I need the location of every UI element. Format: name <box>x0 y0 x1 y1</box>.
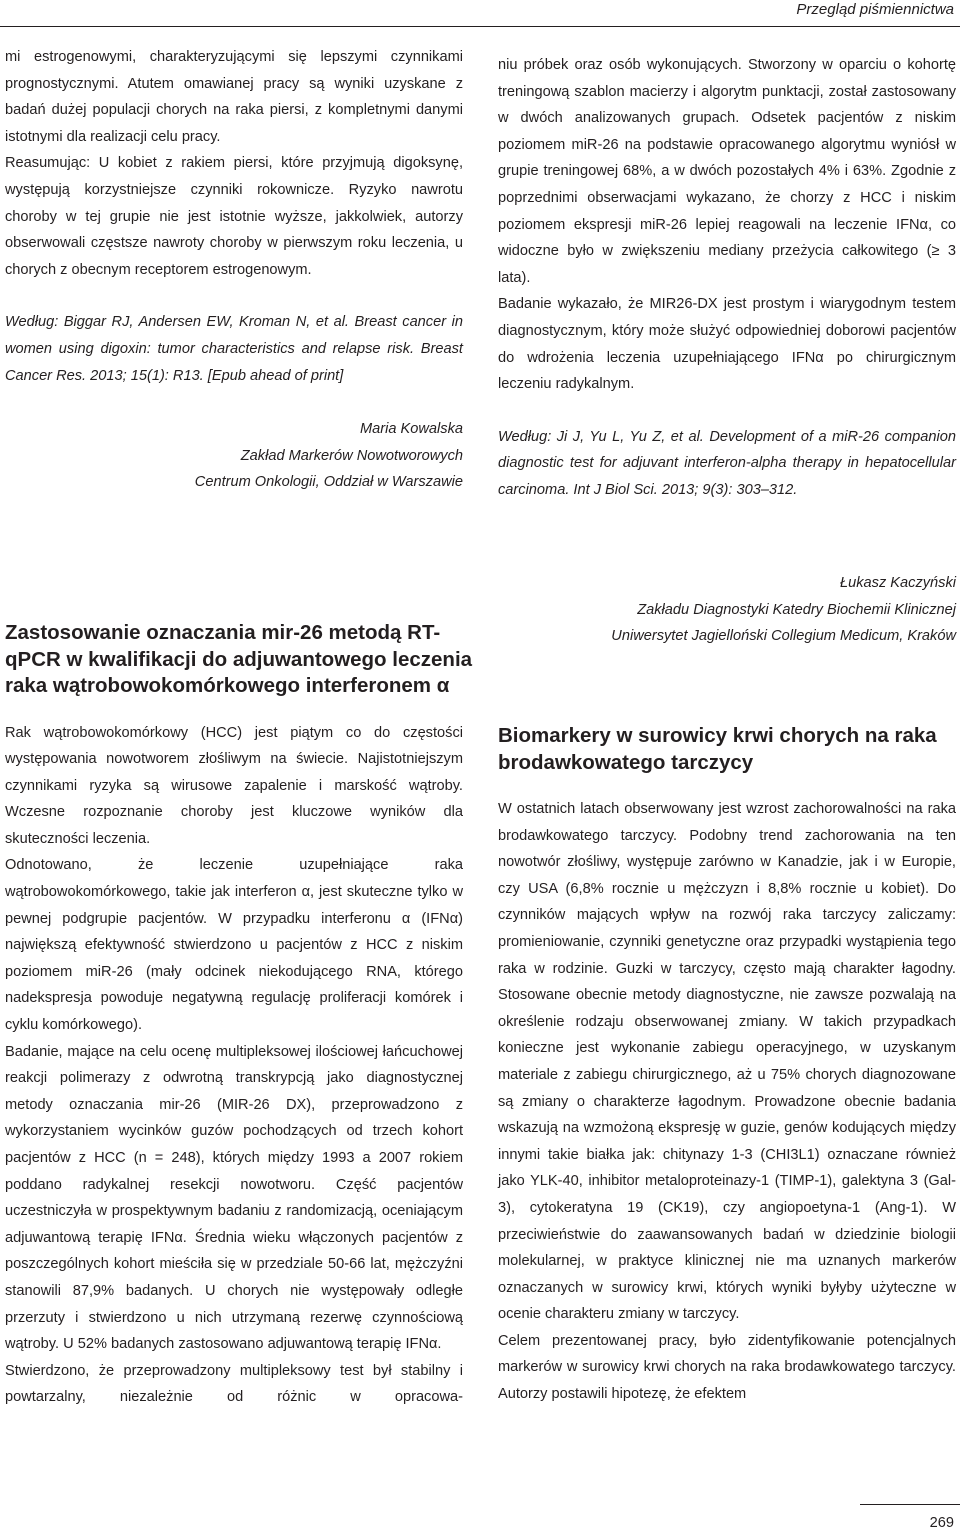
page-number: 269 <box>929 1515 954 1531</box>
article-mir26 <box>5 620 473 1411</box>
mir26-paragraph-2: Odnotowano, że leczenie uzupełniające raka wątrobowokomórkowego, takie jak interferon α, jest skuteczne tylko w pewnej podgrupie pacjentów. W przypadku interferonu α (IFNα) największą efektywność stwierdzono u pacjentów z HCC z niskim poziomem miR-26 (mały odcinek niekodującego RNA, którego nadekspresja powoduje negatywną regulację proliferacji komórek i cyklu komórkowego). <box>5 857 463 1034</box>
right-citation: Według: Ji J, Yu L, Yu Z, et al. Development of a miR-26 companion diagnostic test for adjuvant interferon-alpha therapy in hepatocellular carcinoma. Int J Biol Sci. 2013; 9(3): 303–312. <box>498 428 956 498</box>
thyroid-paragraph-2: Celem prezentowanej pracy, było zidentyfikowanie potencjalnych markerów w surowicy krwi chorych na raka brodawkowatego tarczycy. Autorzy postawili hipotezę, że efektem <box>498 1332 956 1403</box>
right-signature <box>478 570 956 650</box>
mir26-paragraph-4: Stwierdzono, że przeprowadzony multipleksowy test był stabilny i powtarzalny, niezależnie od różnic w opracowa- <box>5 1362 463 1406</box>
left-paragraph-1: mi estrogenowymi, charakteryzującymi się lepszymi czynnikami prognostycznymi. Atutem omawianej pracy są wyniki uzyskane z badań dużej populacji chorych na raka piersi, z kompletnymi danymi istotnymi dla realizacji celu pracy. <box>5 49 463 145</box>
article-thyroid <box>498 723 956 1408</box>
right-paragraph-2: Badanie wykazało, że MIR26-DX jest prostym i wiarygodnym testem diagnostycznym, który może służyć odpowiedniej doborowi pacjentów do wdrożenia leczenia uzupełniającego IFNα po chirurgicznym leczeniu radykalnym. <box>498 296 956 393</box>
left-top-section <box>5 44 463 496</box>
footer-rule <box>860 1504 960 1505</box>
article-thyroid-title: Biomarkery w surowicy krwi chorych na raka brodawkowatego tarczycy <box>498 724 937 774</box>
left-author: Maria Kowalska <box>359 421 463 438</box>
left-paragraph-2: Reasumując: U kobiet z rakiem piersi, które przyjmują digoksynę, występują korzystniejsze czynniki rokownicze. Ryzyko nawrotu choroby w tej grupie nie jest istotnie wyższe, jakkolwiek, autorzy obserwowali częstsze nawroty choroby w pierwszym roku leczenia, u chorych z obecnym receptorem estrogenowym. <box>5 155 463 278</box>
right-paragraph-1: niu próbek oraz osób wykonujących. Stworzony w oparciu o kohortę treningową szablon macierzy i algorytm punktacji, został zastosowany w dwóch analizowanych grupach. Odsetek pacjentów z niskim poziomem miR-26 na podstawie opracowanego algorytmu wyniósł w grupie treningowej 68%, a w dwóch pozostałych 4% i 63%. Zgodnie z poprzednimi obserwacjami wykazano, że chorzy z HCC i niskim poziomem ekspresji miR-26 lepiej reagowali na leczenie IFNα, co widoczne było w zwiększeniu mediany przeżycia całkowitego (≥ 3 lata). <box>498 57 956 286</box>
right-top-section <box>498 52 956 504</box>
mir26-paragraph-3: Badanie, mające na celu ocenę multipleksowej ilościowej łańcuchowej reakcji polimerazy z odwrotną transkrypcją jako diagnostycznej metody oznaczania mir-26 (MIR-26 DX), przeprowadzono z wykorzystaniem wycinków guzów pochodzących od trzech kohort pacjentów z HCC (n = 248), których między 1993 a 2007 rokiem poddano radykalnej resekcji nowotworu. Część pacjentów uczestniczyła w prospektywnym badaniu z randomizacją, oceniającym adjuwantową terapię IFNα. Średnia wieku włączonych pacjentów z poszczególnych kohort mieściła się w przedziale 50-66 lat, mężczyźni stanowili 87,9% badanych. U chorych nie występowały odległe przerzuty i stwierdzono u nich utrzymaną rezerwę czynnościową wątroby. U 52% badanych zastosowano adjuwantową terapię IFNα. <box>5 1043 463 1353</box>
thyroid-paragraph-1: W ostatnich latach obserwowany jest wzrost zachorowalności na raka brodawkowatego tarczycy. Podobny trend zachorowania na ten nowotwór złośliwy, występuje zarówno w Kanadzie, jak i w Europie, czy USA (6,8% rocznie u mężczyzn i 8,8% rocznie u kobiet). Do czynników mających wpływ na rozwój raka tarczycy zaliczamy: promieniowanie, czynniki genetyczne oraz przypadki wystąpienia tego raka w rodzinie. Guzki w tarczycy, często mają charakter łagodny. Stosowane obecnie metody diagnostyczne, nie zawsze pozwalają na określenie rodzaju obserwowanej zmiany. W takich przypadkach konieczne jest wykonanie zabiegu operacyjnego, w uzyskanym materiale z zabiegu chirurgicznego, aż u 75% chorych diagnozowane są zmiany o charakterze łagodnym. Prowadzone obecnie badania wskazują na wzmożoną ekspresję w guzie, genów kodujących między innymi takie białka jak: chitynazy 1-3 (CHI3L1) oznaczane również jako YLK-40, inhibitor metaloproteinazy-1 (TIMP-1), galektyna 3 (Gal-3), cytokeratyna 19 (CK19), czy angiopoetyna-1 (Ang-1). W przeciwieństwie do zaawansowanych badań w dziedzinie biologii molekularnej, w praktyce klinicznej nie ma uznanych markerów oznaczanych w surowicy krwi, których wyniki byłyby użyteczne w ocenie charakteru zmiany w tarczycy. <box>498 801 956 1323</box>
left-citation: Według: Biggar RJ, Andersen EW, Kroman N, et al. Breast cancer in women using digoxin: tumor characteristics and relapse risk. Breast Cancer Res. 2013; 15(1): R13. [Epub ahead of print] <box>5 314 463 384</box>
mir26-paragraph-1: Rak wątrobowokomórkowy (HCC) jest piątym co do częstości występowania nowotworem złośliwym na świecie. Najistotniejszym czynnikami ryzyka są wirusowe zapalenie i marskość wątroby. Wczesne rozpoznanie choroby jest kluczowe wyników dla skuteczności leczenia. <box>5 724 463 847</box>
journal-section-title: Przegląd piśmiennictwa <box>796 1 954 18</box>
article-mir26-title: Zastosowanie oznaczania mir-26 metodą RT-qPCR w kwalifikacji do adjuwantowego leczenia raka wątrobowokomórkowego interferonem α <box>5 621 473 697</box>
left-affiliation-1: Zakład Markerów Nowotworowych <box>240 447 463 464</box>
left-affiliation-2: Centrum Onkologii, Oddział w Warszawie <box>194 474 463 491</box>
header-rule <box>0 26 960 27</box>
right-affiliation-1: Zakładu Diagnostyki Katedry Biochemii Klinicznej <box>637 601 956 618</box>
right-affiliation-2: Uniwersytet Jagielloński Collegium Medicum, Kraków <box>611 628 956 645</box>
right-author: Łukasz Kaczyński <box>840 575 956 591</box>
